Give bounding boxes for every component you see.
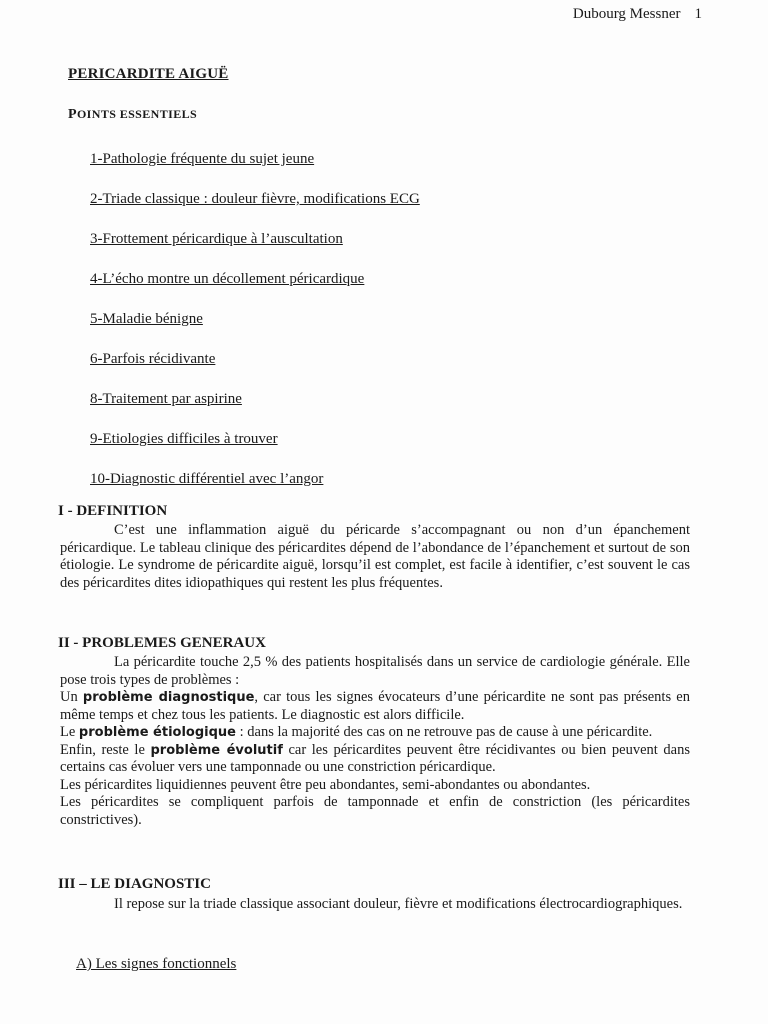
definition-paragraph: C’est une inflammation aiguë du péricarde s’accompagnant ou non d’un épanchement péricardique. Le tableau clinique des péricardites dépend de l’abondance de l’épanchement et surtout de son étiologie. Le syndrome de péricardite aiguë, lorsqu’il est complet, est facile à identifier, c’est souvent le cas des péricardites dites idiopathiques qui restent les plus fréquentes. bbox=[60, 522, 690, 591]
problem-etiologic-paragraph: Le problème étiologique : dans la majorité des cas on ne retrouve pas de cause à une péricardite. bbox=[60, 724, 653, 740]
section-diagnostic-body bbox=[60, 896, 690, 914]
problem-diagnostic-paragraph: Un problème diagnostique, car tous les signes évocateurs d’une péricardite ne sont pas présents en même temps et chez tous les patients. Le diagnostic est alors difficile. bbox=[60, 689, 690, 723]
section-problems-body bbox=[60, 654, 690, 829]
points-essentiels-heading bbox=[68, 107, 197, 123]
functional-signs-subheading: A) Les signes fonctionnels bbox=[76, 956, 237, 972]
key-point: 10-Diagnostic différentiel avec l’angor bbox=[90, 471, 324, 487]
problem-etiologic-label: problème étiologique bbox=[78, 725, 236, 740]
subtitle-rest: OINTS ESSENTIELS bbox=[76, 107, 198, 121]
document-title: PERICARDITE AIGUË bbox=[68, 66, 229, 82]
page-header bbox=[573, 6, 702, 23]
key-point: 9-Etiologies difficiles à trouver bbox=[90, 431, 278, 447]
key-points-list bbox=[90, 150, 420, 510]
problem-evolutive-label: problème évolutif bbox=[150, 742, 283, 758]
problems-intro: La péricardite touche 2,5 % des patients hospitalisés dans un service de cardiologie générale. Elle pose trois types de problèmes : bbox=[60, 654, 690, 688]
diagnostic-paragraph: Il repose sur la triade classique associant douleur, fièvre et modifications électrocardiographiques. bbox=[114, 896, 683, 912]
complications-paragraph: Les péricardites se compliquent parfois de tamponnade et enfin de constriction (les péricardites constrictives). bbox=[60, 794, 690, 828]
liquid-pericarditis-paragraph: Les péricardites liquidiennes peuvent être peu abondantes, semi-abondantes ou abondantes. bbox=[60, 776, 591, 793]
header-author: Dubourg Messner bbox=[572, 6, 681, 22]
key-point: 5-Maladie bénigne bbox=[90, 311, 203, 327]
section-problems-heading: II - PROBLEMES GENERAUX bbox=[58, 635, 266, 651]
subtitle-initial: P bbox=[68, 107, 77, 122]
key-point: 6-Parfois récidivante bbox=[90, 351, 216, 367]
key-point: 8-Traitement par aspirine bbox=[90, 391, 242, 407]
section-definition-heading: I - DEFINITION bbox=[58, 503, 168, 519]
problem-diagnostic-label: problème diagnostique bbox=[82, 690, 255, 705]
key-point: 1-Pathologie fréquente du sujet jeune bbox=[90, 151, 315, 167]
page-number: 1 bbox=[694, 6, 702, 22]
section-diagnostic-heading: III – LE DIAGNOSTIC bbox=[58, 876, 211, 892]
key-point: 4-L’écho montre un décollement péricardique bbox=[90, 271, 365, 287]
key-point: 2-Triade classique : douleur fièvre, modifications ECG bbox=[90, 191, 420, 207]
problem-evolutive-paragraph: Enfin, reste le problème évolutif car les péricardites peuvent être récidivantes ou bien peuvent dans certains cas évoluer vers une tamponnade ou une constriction péricardique. bbox=[60, 741, 690, 775]
key-point: 3-Frottement péricardique à l’auscultation bbox=[90, 231, 343, 247]
section-definition-body bbox=[60, 522, 690, 592]
